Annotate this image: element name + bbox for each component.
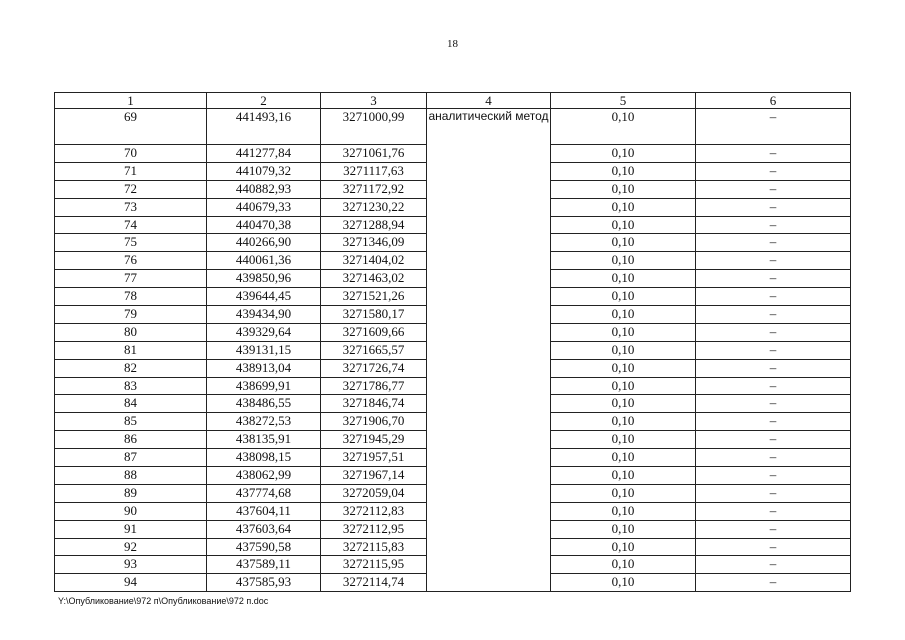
x-coordinate-cell: 437589,11: [207, 556, 321, 574]
method-cell-continued: [427, 413, 551, 431]
table-row: [55, 109, 851, 145]
point-number-cell: 71: [55, 162, 207, 180]
point-number-cell: 82: [55, 359, 207, 377]
x-coordinate-cell: 437603,64: [207, 520, 321, 538]
x-coordinate-cell: 441493,16: [207, 109, 321, 145]
table-row: [55, 216, 851, 234]
table-row: [55, 395, 851, 413]
point-number-cell: 86: [55, 431, 207, 449]
method-cell-continued: [427, 252, 551, 270]
accuracy-cell: 0,10: [551, 359, 696, 377]
accuracy-cell: 0,10: [551, 234, 696, 252]
table-row: [55, 306, 851, 324]
point-number-cell: 92: [55, 538, 207, 556]
point-number-cell: 90: [55, 502, 207, 520]
method-cell-continued: [427, 270, 551, 288]
x-coordinate-cell: 438486,55: [207, 395, 321, 413]
y-coordinate-cell: 3271906,70: [321, 413, 427, 431]
accuracy-cell: 0,10: [551, 306, 696, 324]
point-number-cell: 79: [55, 306, 207, 324]
y-coordinate-cell: 3272112,95: [321, 520, 427, 538]
note-cell: –: [696, 520, 851, 538]
method-cell-continued: [427, 449, 551, 467]
note-cell: –: [696, 467, 851, 485]
table-row: [55, 502, 851, 520]
x-coordinate-cell: 437604,11: [207, 502, 321, 520]
note-cell: –: [696, 538, 851, 556]
note-cell: –: [696, 109, 851, 145]
method-cell-continued: [427, 574, 551, 592]
column-header: 2: [207, 93, 321, 109]
accuracy-cell: 0,10: [551, 180, 696, 198]
note-cell: –: [696, 449, 851, 467]
method-cell-continued: [427, 556, 551, 574]
accuracy-cell: 0,10: [551, 520, 696, 538]
x-coordinate-cell: 438135,91: [207, 431, 321, 449]
note-cell: –: [696, 180, 851, 198]
accuracy-cell: 0,10: [551, 395, 696, 413]
table-row: [55, 556, 851, 574]
point-number-cell: 88: [55, 467, 207, 485]
y-coordinate-cell: 3271230,22: [321, 198, 427, 216]
x-coordinate-cell: 438098,15: [207, 449, 321, 467]
point-number-cell: 77: [55, 270, 207, 288]
method-cell-continued: [427, 306, 551, 324]
y-coordinate-cell: 3271172,92: [321, 180, 427, 198]
x-coordinate-cell: 440470,38: [207, 216, 321, 234]
accuracy-cell: 0,10: [551, 538, 696, 556]
note-cell: –: [696, 145, 851, 163]
x-coordinate-cell: 439850,96: [207, 270, 321, 288]
x-coordinate-cell: 440882,93: [207, 180, 321, 198]
method-cell-continued: [427, 538, 551, 556]
table-row: [55, 234, 851, 252]
page-number: 18: [447, 38, 458, 50]
x-coordinate-cell: 439329,64: [207, 323, 321, 341]
table-row: [55, 359, 851, 377]
column-header: 5: [551, 93, 696, 109]
accuracy-cell: 0,10: [551, 252, 696, 270]
table-header-row: [55, 93, 851, 109]
table-row: [55, 270, 851, 288]
accuracy-cell: 0,10: [551, 449, 696, 467]
method-cell-continued: [427, 145, 551, 163]
accuracy-cell: 0,10: [551, 467, 696, 485]
y-coordinate-cell: 3271463,02: [321, 270, 427, 288]
note-cell: –: [696, 574, 851, 592]
table-row: [55, 180, 851, 198]
accuracy-cell: 0,10: [551, 341, 696, 359]
table-row: [55, 484, 851, 502]
document-path: Y:\Опубликование\972 п\Опубликование\972 п.doc: [58, 596, 269, 606]
column-header: 6: [696, 93, 851, 109]
method-cell-continued: [427, 520, 551, 538]
method-cell-continued: [427, 234, 551, 252]
y-coordinate-cell: 3271967,14: [321, 467, 427, 485]
table-row: [55, 538, 851, 556]
y-coordinate-cell: 3271580,17: [321, 306, 427, 324]
table-row: [55, 288, 851, 306]
y-coordinate-cell: 3272115,95: [321, 556, 427, 574]
column-header: 4: [427, 93, 551, 109]
point-number-cell: 80: [55, 323, 207, 341]
x-coordinate-cell: 439434,90: [207, 306, 321, 324]
note-cell: –: [696, 413, 851, 431]
method-cell-continued: [427, 467, 551, 485]
note-cell: –: [696, 234, 851, 252]
accuracy-cell: 0,10: [551, 198, 696, 216]
method-cell-continued: [427, 484, 551, 502]
y-coordinate-cell: 3271945,29: [321, 431, 427, 449]
x-coordinate-cell: 439644,45: [207, 288, 321, 306]
note-cell: –: [696, 162, 851, 180]
y-coordinate-cell: 3271117,63: [321, 162, 427, 180]
accuracy-cell: 0,10: [551, 109, 696, 145]
point-number-cell: 70: [55, 145, 207, 163]
y-coordinate-cell: 3271521,26: [321, 288, 427, 306]
x-coordinate-cell: 441277,84: [207, 145, 321, 163]
method-cell-continued: [427, 323, 551, 341]
note-cell: –: [696, 341, 851, 359]
point-number-cell: 69: [55, 109, 207, 145]
x-coordinate-cell: 440061,36: [207, 252, 321, 270]
note-cell: –: [696, 252, 851, 270]
method-cell: аналитический метод: [427, 109, 551, 145]
note-cell: –: [696, 288, 851, 306]
y-coordinate-cell: 3271726,74: [321, 359, 427, 377]
accuracy-cell: 0,10: [551, 145, 696, 163]
table-row: [55, 574, 851, 592]
y-coordinate-cell: 3272115,83: [321, 538, 427, 556]
note-cell: –: [696, 431, 851, 449]
method-cell-continued: [427, 431, 551, 449]
point-number-cell: 78: [55, 288, 207, 306]
note-cell: –: [696, 216, 851, 234]
method-cell-continued: [427, 180, 551, 198]
x-coordinate-cell: 437774,68: [207, 484, 321, 502]
y-coordinate-cell: 3271288,94: [321, 216, 427, 234]
accuracy-cell: 0,10: [551, 431, 696, 449]
method-cell-continued: [427, 395, 551, 413]
point-number-cell: 75: [55, 234, 207, 252]
table-row: [55, 377, 851, 395]
y-coordinate-cell: 3271000,99: [321, 109, 427, 145]
column-header: 1: [55, 93, 207, 109]
point-number-cell: 94: [55, 574, 207, 592]
table-row: [55, 198, 851, 216]
point-number-cell: 76: [55, 252, 207, 270]
point-number-cell: 83: [55, 377, 207, 395]
x-coordinate-cell: 439131,15: [207, 341, 321, 359]
column-header: 3: [321, 93, 427, 109]
x-coordinate-cell: 440266,90: [207, 234, 321, 252]
accuracy-cell: 0,10: [551, 323, 696, 341]
table-row: [55, 520, 851, 538]
accuracy-cell: 0,10: [551, 502, 696, 520]
note-cell: –: [696, 484, 851, 502]
note-cell: –: [696, 377, 851, 395]
point-number-cell: 81: [55, 341, 207, 359]
x-coordinate-cell: 438062,99: [207, 467, 321, 485]
method-cell-continued: [427, 359, 551, 377]
table-body: [55, 109, 851, 592]
y-coordinate-cell: 3271609,66: [321, 323, 427, 341]
method-cell-continued: [427, 377, 551, 395]
y-coordinate-cell: 3271786,77: [321, 377, 427, 395]
note-cell: –: [696, 502, 851, 520]
accuracy-cell: 0,10: [551, 484, 696, 502]
y-coordinate-cell: 3272112,83: [321, 502, 427, 520]
x-coordinate-cell: 441079,32: [207, 162, 321, 180]
point-number-cell: 85: [55, 413, 207, 431]
table-row: [55, 467, 851, 485]
note-cell: –: [696, 270, 851, 288]
x-coordinate-cell: 438272,53: [207, 413, 321, 431]
point-number-cell: 89: [55, 484, 207, 502]
accuracy-cell: 0,10: [551, 216, 696, 234]
table-row: [55, 431, 851, 449]
y-coordinate-cell: 3271665,57: [321, 341, 427, 359]
accuracy-cell: 0,10: [551, 556, 696, 574]
method-cell-continued: [427, 288, 551, 306]
table-row: [55, 413, 851, 431]
table-row: [55, 449, 851, 467]
y-coordinate-cell: 3271957,51: [321, 449, 427, 467]
note-cell: –: [696, 395, 851, 413]
method-cell-continued: [427, 341, 551, 359]
table-row: [55, 162, 851, 180]
y-coordinate-cell: 3271846,74: [321, 395, 427, 413]
accuracy-cell: 0,10: [551, 574, 696, 592]
table-row: [55, 341, 851, 359]
accuracy-cell: 0,10: [551, 413, 696, 431]
accuracy-cell: 0,10: [551, 162, 696, 180]
note-cell: –: [696, 359, 851, 377]
note-cell: –: [696, 306, 851, 324]
point-number-cell: 74: [55, 216, 207, 234]
y-coordinate-cell: 3272059,04: [321, 484, 427, 502]
x-coordinate-cell: 438699,91: [207, 377, 321, 395]
y-coordinate-cell: 3271404,02: [321, 252, 427, 270]
x-coordinate-cell: 437585,93: [207, 574, 321, 592]
method-cell-continued: [427, 502, 551, 520]
accuracy-cell: 0,10: [551, 377, 696, 395]
x-coordinate-cell: 440679,33: [207, 198, 321, 216]
y-coordinate-cell: 3272114,74: [321, 574, 427, 592]
note-cell: –: [696, 198, 851, 216]
point-number-cell: 93: [55, 556, 207, 574]
y-coordinate-cell: 3271346,09: [321, 234, 427, 252]
point-number-cell: 84: [55, 395, 207, 413]
y-coordinate-cell: 3271061,76: [321, 145, 427, 163]
coordinates-table: [54, 92, 851, 592]
method-cell-continued: [427, 216, 551, 234]
accuracy-cell: 0,10: [551, 288, 696, 306]
point-number-cell: 73: [55, 198, 207, 216]
point-number-cell: 87: [55, 449, 207, 467]
table-row: [55, 145, 851, 163]
method-cell-continued: [427, 162, 551, 180]
point-number-cell: 72: [55, 180, 207, 198]
point-number-cell: 91: [55, 520, 207, 538]
note-cell: –: [696, 556, 851, 574]
note-cell: –: [696, 323, 851, 341]
accuracy-cell: 0,10: [551, 270, 696, 288]
table-row: [55, 252, 851, 270]
x-coordinate-cell: 438913,04: [207, 359, 321, 377]
x-coordinate-cell: 437590,58: [207, 538, 321, 556]
method-cell-continued: [427, 198, 551, 216]
table-row: [55, 323, 851, 341]
